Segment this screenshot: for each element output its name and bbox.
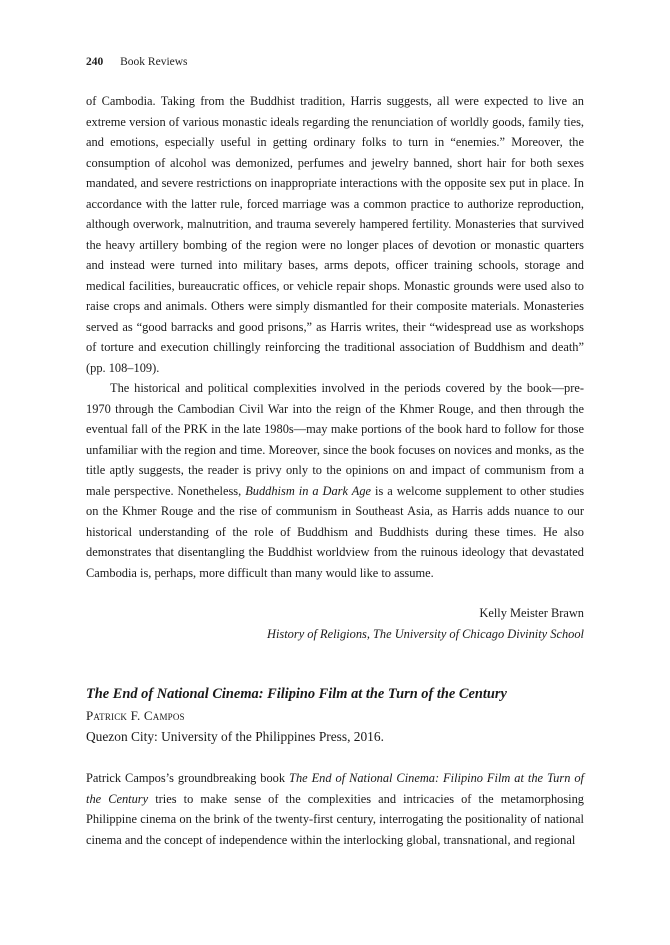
- review-1-body: [86, 91, 584, 583]
- review-2-book-title: The End of National Cinema: Filipino Film at the Turn of the Century: [86, 686, 507, 702]
- review-1-paragraph-2: [86, 378, 584, 583]
- book-title-ref: The End of National Cinema: Filipino Film at the Turn of the Century: [86, 771, 584, 806]
- paragraph-text: The historical and political complexities involved in the periods covered by the book—pre-1970 through the Cambodian Civil War into the reign of the Khmer Rouge, and then through the eventual fall of the PRK in the late 1980s—may make portions of the book hard to follow for those unfamiliar with the region and time. Moreover, since the book focuses on novices and monks, as the title aptly suggests, the reader is privy only to the opinions on and impact of communism from a male perspective. Nonetheless,: [86, 381, 584, 498]
- review-2-book-author: Patrick F. Campos: [86, 708, 185, 723]
- page-number: 240: [86, 56, 104, 68]
- reviewer-name: Kelly Meister Brawn: [479, 606, 584, 620]
- book-title-ref: Buddhism in a Dark Age: [245, 483, 372, 498]
- paragraph-text: tries to make sense of the complexities and intricacies of the metamorphosing Philippine cinema on the brink of the twenty-first century, interrogating the positionality of national cinema and the concept of independence within the interlocking global, transnational, and regional: [86, 791, 584, 847]
- review-2-paragraph-1: [86, 768, 584, 850]
- paragraph-text: Patrick Campos’s groundbreaking book: [86, 771, 290, 785]
- review-2-body: [86, 768, 584, 850]
- review-1-paragraph-1: of Cambodia. Taking from the Buddhist tradition, Harris suggests, all were expected to live an extreme version of various monastic ideals regarding the renunciation of worldly goods, family ties, and emotions, especially useful in getting ordinary folks to turn in “enemies.” Moreover, the consumption of alcohol was demonized, perfumes and jewelry banned, short hair for both sexes mandated, and severe restrictions on inappropriate interactions with the opposite sex put in place. In accordance with the latter rule, forced marriage was a common practice to authorize reproduction, although overwork, malnutrition, and trauma severely hampered fertility. Monasteries that survived the heavy artillery bombing of the region were no longer places of devotion or monastic quarters and instead were turned into military bases, arms depots, officer training schools, storage and medical facilities, bureaucratic offices, or vehicle repair shops. Monastic grounds were used also to raise crops and animals. Others were simply dismantled for their composite materials. Monasteries served as “good barracks and good prisons,” as Harris writes, their “widespread use as workshops of torture and execution chillingly reinforcing the traditional association of Buddhism and death” (pp. 108–109).: [86, 94, 584, 375]
- review-2-publication: Quezon City: University of the Philippines Press, 2016.: [86, 729, 384, 744]
- running-header: [86, 56, 188, 68]
- reviewer-affiliation: History of Religions, The University of Chicago Divinity School: [267, 627, 584, 641]
- running-head: Book Reviews: [120, 56, 188, 68]
- paragraph-text: is a welcome supplement to other studies on the Khmer Rouge and the rise of communism in Southeast Asia, as Harris adds nuance to our historical understanding of the role of Buddhism and Buddhists during these times. He also demonstrates that disentangling the Buddhist worldview from the ruinous ideology that devastated Cambodia is, perhaps, more difficult than many would like to assume.: [86, 483, 585, 580]
